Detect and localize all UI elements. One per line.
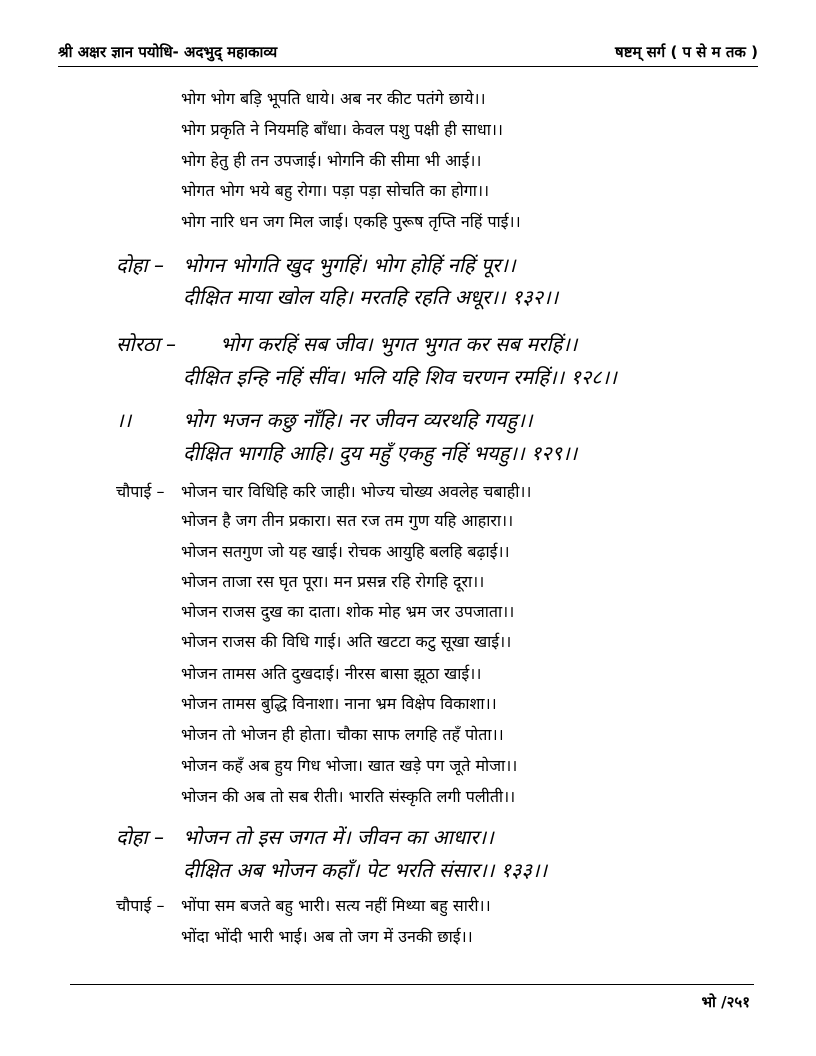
sortha-label: ।। bbox=[116, 408, 132, 432]
verse-line: दीक्षित माया खोल यहि। मरतहि रहति अधूर।। १३२।। bbox=[183, 285, 559, 309]
chaupai-label: चौपाई – bbox=[116, 896, 165, 915]
verse-line: भोजन सतगुण जो यह खाई। रोचक आयुहि बलहि बढ़ाई।। bbox=[181, 542, 510, 561]
verse-line: भोंदा भोंदी भारी भाई। अब तो जग में उनकी छाई।। bbox=[181, 927, 473, 946]
verse-line: भोग भोग बड़ि भूपति धाये। अब नर कीट पतंगे छाये।। bbox=[181, 89, 486, 108]
verse-line: भोजन तो इस जगत में। जीवन का आधार।। bbox=[183, 825, 494, 849]
verse-line: भोजन कहँ अब हुय गिध भोजा। खात खड़े पग जूते मोजा।। bbox=[181, 756, 518, 775]
verse-line: भोजन ताजा रस घृत पूरा। मन प्रसन्न रहि रोगहि दूरा।। bbox=[181, 572, 485, 591]
footer-divider bbox=[70, 984, 754, 985]
verse-line: दीक्षित अब भोजन कहाँ। पेट भरति संसार।। १३३।। bbox=[183, 858, 548, 882]
verse-line: भोजन राजस दुख का दाता। शोक मोह भ्रम जर उपजाता।। bbox=[181, 602, 515, 621]
book-title: श्री अक्षर ज्ञान पयोधि- अदभुद् महाकाव्य bbox=[58, 43, 278, 61]
verse-line: भोग हेतु ही तन उपजाई। भोगनि की सीमा भी आई।। bbox=[181, 151, 482, 170]
verse-line: भोजन तामस बुद्धि विनाशा। नाना भ्रम विक्षेप विकाशा।। bbox=[181, 694, 497, 713]
verse-line: भोग प्रकृति ने नियमहि बाँधा। केवल पशु पक्षी ही साधा।। bbox=[181, 120, 503, 139]
verse-line: भोगत भोग भये बहु रोगा। पड़ा पड़ा सोचति का होगा।। bbox=[181, 181, 490, 200]
verse-line: भोग भजन कछु नाँहि। नर जीवन व्यरथहि गयहु।। bbox=[183, 408, 533, 432]
chaupai-label: चौपाई – bbox=[116, 482, 165, 501]
verse-line: भोग करहिं सब जीव। भुगत भुगत कर सब मरहिं।। bbox=[220, 332, 578, 356]
verse-line: भोजन चार विधिहि करि जाही। भोज्य चोख्य अवलेह चबाही।। bbox=[181, 482, 532, 501]
verse-line: भोगन भोगति खुद भुगहिं। भोग होहिं नहिं पूर।। bbox=[183, 253, 516, 277]
verse-line: दीक्षित भागहि आहि। दुय महुँ एकहु नहिं भयहु।। १२९।। bbox=[183, 441, 578, 465]
doha-label: दोहा – bbox=[116, 825, 164, 849]
verse-line: भोजन तो भोजन ही होता। चौका साफ लगहि तहँ पोता।। bbox=[181, 725, 504, 744]
verse-line: भोंपा सम बजते बहु भारी। सत्य नहीं मिथ्या बहु सारी।। bbox=[181, 896, 491, 915]
verse-line: दीक्षित इन्हि नहिं सींव। भलि यहि शिव चरणन रमहिं।। १२८।। bbox=[183, 365, 617, 389]
verse-line: भोजन है जग तीन प्रकारा। सत रज तम गुण यहि आहारा।। bbox=[181, 511, 514, 530]
verse-line: भोजन की अब तो सब रीती। भारति संस्कृति लगी पलीती।। bbox=[181, 787, 516, 806]
verse-line: भोजन राजस की विधि गाई। अति खटटा कटु सूखा खाई।। bbox=[181, 632, 512, 651]
verse-line: भोग नारि धन जग मिल जाई। एकहि पुरूष तृप्ति नहिं पाई।। bbox=[181, 212, 521, 231]
verse-line: भोजन तामस अति दुखदाई। नीरस बासा झूठा खाई।। bbox=[181, 664, 482, 683]
sortha-label: सोरठा – bbox=[116, 332, 177, 356]
chapter-title: षष्टम् सर्ग ( प से म तक ) bbox=[615, 43, 758, 61]
page-number: भो /२५१ bbox=[701, 993, 750, 1011]
doha-label: दोहा – bbox=[116, 253, 164, 277]
